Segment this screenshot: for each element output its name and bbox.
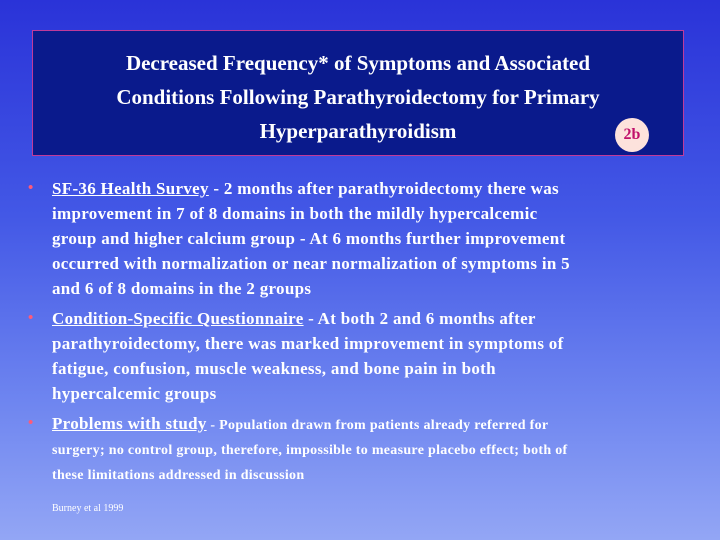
bullet-dot-icon: • bbox=[28, 180, 34, 196]
title-line-2: Conditions Following Parathyroidectomy for Primary bbox=[116, 85, 600, 109]
bullet-condition-specific bbox=[28, 306, 688, 406]
bullet-text: these limitations addressed in discussion bbox=[52, 468, 305, 483]
title-line-3: Hyperparathyroidism bbox=[259, 119, 457, 143]
bullet-text: - 2 months after parathyroidectomy there was bbox=[208, 179, 559, 198]
bullet-dot-icon: • bbox=[28, 310, 34, 326]
bullet-list bbox=[28, 176, 688, 486]
bullet-text: - At both 2 and 6 months after bbox=[303, 309, 536, 328]
bullet-sf36 bbox=[28, 176, 688, 301]
bullet-text: occurred with normalization or near normalization of symptoms in 5 bbox=[52, 254, 570, 273]
bullet-text: and 6 of 8 domains in the 2 groups bbox=[52, 279, 312, 298]
title-line-1: Decreased Frequency* of Symptoms and Associated bbox=[125, 51, 591, 75]
bullet-problems bbox=[28, 411, 688, 486]
bullet-text: hypercalcemic groups bbox=[52, 384, 217, 403]
bullet-text: surgery; no control group, therefore, impossible to measure placebo effect; both of bbox=[52, 443, 568, 458]
slide-number-badge: 2b bbox=[615, 118, 649, 152]
title-box bbox=[32, 30, 684, 156]
bullet-heading: Condition-Specific Questionnaire bbox=[52, 309, 304, 328]
bullet-dot-icon: • bbox=[28, 415, 34, 431]
citation: Burney et al 1999 bbox=[52, 503, 124, 514]
bullet-text: improvement in 7 of 8 domains in both the mildly hypercalcemic bbox=[52, 204, 538, 223]
bullet-heading: SF-36 Health Survey bbox=[52, 179, 209, 198]
bullet-text: - Population drawn from patients already referred for bbox=[206, 418, 549, 433]
bullet-text: fatigue, confusion, muscle weakness, and bone pain in both bbox=[52, 359, 496, 378]
bullet-heading: Problems with study bbox=[52, 414, 207, 433]
bullet-text: group and higher calcium group - At 6 months further improvement bbox=[52, 229, 566, 248]
bullet-text: parathyroidectomy, there was marked improvement in symptoms of bbox=[52, 334, 564, 353]
